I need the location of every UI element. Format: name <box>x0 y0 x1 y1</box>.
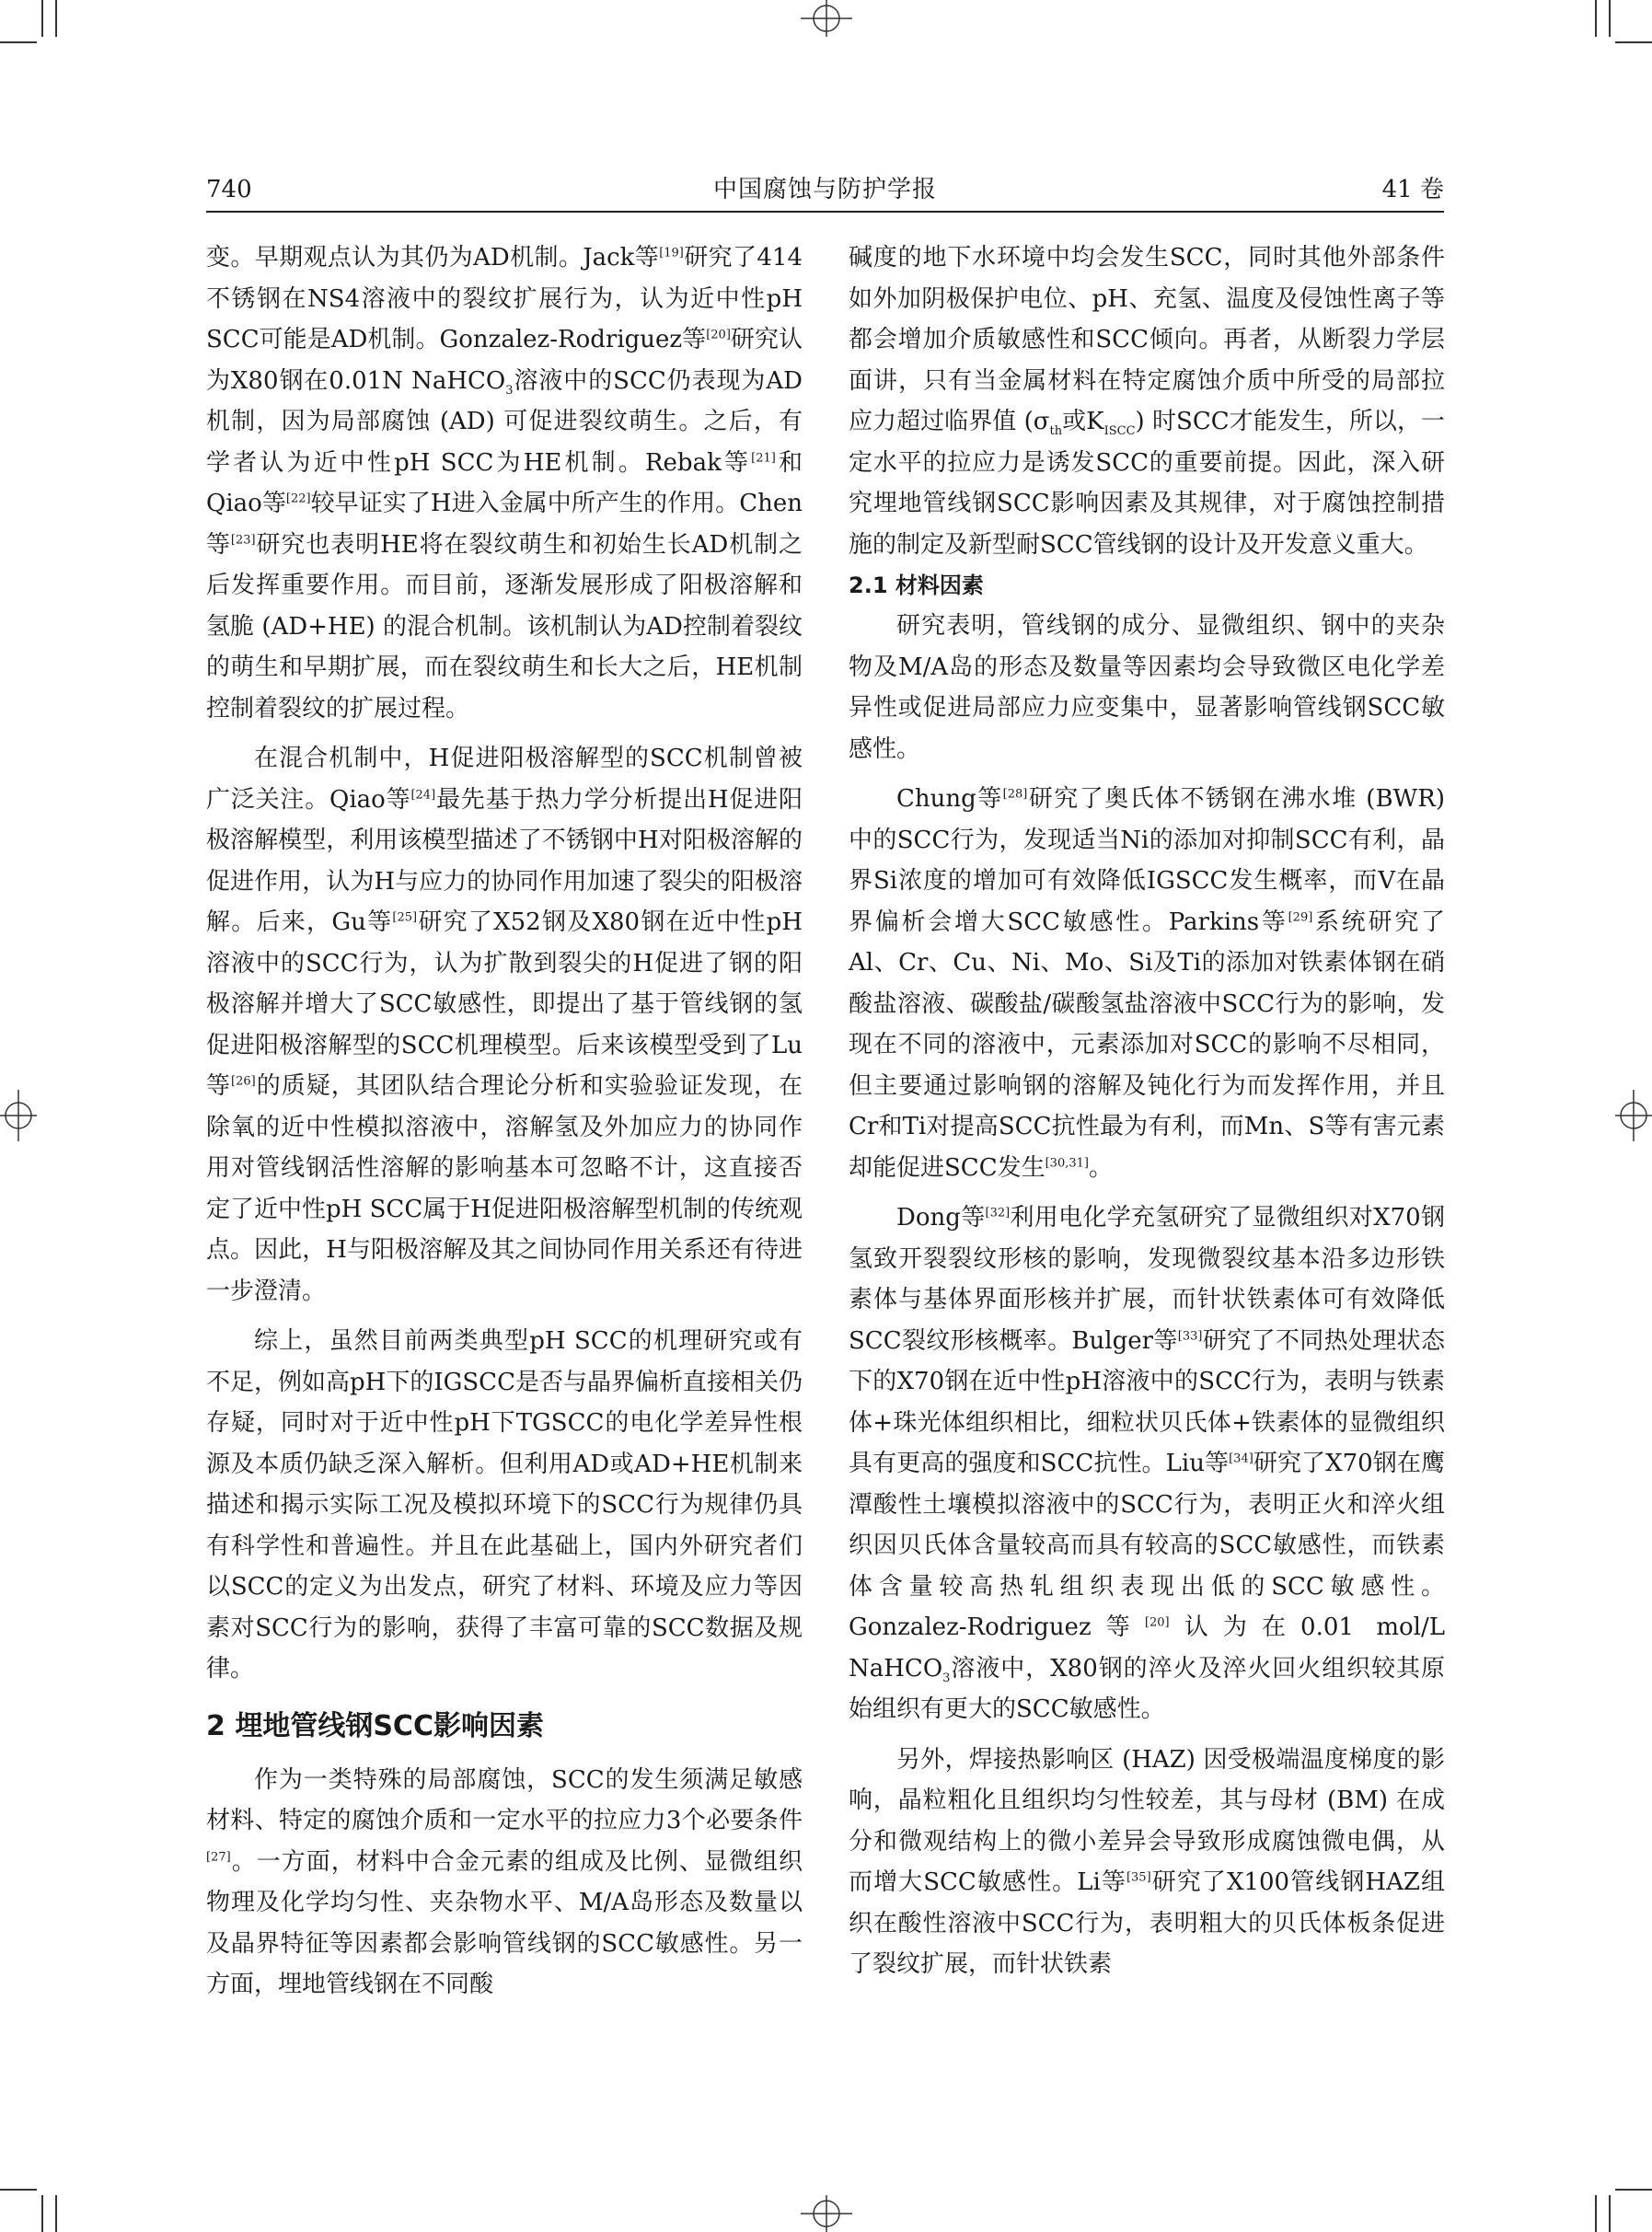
citation: [23] <box>230 532 256 547</box>
citation: [28] <box>1002 787 1028 802</box>
crop-mark-top-right-v <box>1595 0 1597 37</box>
paragraph-alloying-elements: Chung等[28]研究了奥氏体不锈钢在沸水堆 (BWR) 中的SCC行为，发现适当Ni的添加对抑制SCC有利，晶界Si浓度的增加可有效降低IGSCC发生概率，而V在晶界偏析会增大SCC敏感性。Parkins等[29]系统研究了Al、Cr、Cu、Ni、Mo、Si及Ti的添加对铁素体钢在硝酸盐溶液、碳酸盐/碳酸氢盐溶液中SCC行为的影响，发现在不同的溶液中，元素添加对SCC的影响不尽相同，但主要通过影响钢的溶解及钝化行为而发挥作用，并且Cr和Ti对提高SCC抗性最为有利，而Mn、S等有害元素却能促进SCC发生[30,31]。 <box>849 785 1445 1182</box>
section-heading: 2 埋地管线钢SCC影响因素 <box>206 1709 544 1742</box>
citation: [20] <box>706 328 731 342</box>
header-rule <box>206 211 1444 213</box>
volume-label: 41 卷 <box>1381 176 1444 203</box>
crop-mark-top-left-v <box>41 0 43 37</box>
page-number: 740 <box>206 176 252 203</box>
citation: [25] <box>392 910 418 925</box>
paragraph-material-intro: 研究表明，管线钢的成分、显微组织、钢中的夹杂物及M/A岛的形态及数量等因素均会导致微区电化学差异性或促进局部应力应变集中，显著影响管线钢SCC敏感性。 <box>849 612 1445 763</box>
citation: [19] <box>659 246 684 260</box>
citation: [33] <box>1177 1328 1203 1343</box>
paragraph-microstructure: Dong等[32]利用电化学充氢研究了显微组织对X70钢氢致开裂裂纹形核的影响，发现微裂纹基本沿多边形铁素体与基体界面形核并扩展，而针状铁素体可有效降低SCC裂纹形核概率。Bulger等[33]研究了不同热处理状态下的X70钢在近中性pH溶液中的SCC行为，表明与铁素体+珠光体组织相比，细粒状贝氏体+铁素体的显微组织具有更高的强度和SCC抗性。Liu等[34]研究了X70钢在鹰潭酸性土壤模拟溶液中的SCC行为，表明正火和淬火组织因贝氏体含量较高而具有较高的SCC敏感性，而铁素体含量较高热轧组织表现出低的SCC敏感性。Gonzalez-Rodriguez等[20]认为在0.01 mol/L NaHCO$_3$溶液中，X80钢的淬火及淬火回火组织较其原始组织有更大的SCC敏感性。 <box>849 1204 1445 1723</box>
paragraph-scc-conditions: 作为一类特殊的局部腐蚀，SCC的发生须满足敏感材料、特定的腐蚀介质和一定水平的拉应力3个必要条件[27]。一方面，材料中合金元素的组成及比例、显微组织物理及化学均匀性、夹杂物水平、M/A岛形态及数量以及晶界特征等因素都会影响管线钢的SCC敏感性。另一方面，埋地管线钢在不同酸 <box>206 1765 803 1998</box>
left-column <box>206 237 803 2006</box>
citation: [34] <box>1229 1451 1253 1466</box>
citation: [26] <box>231 1074 256 1089</box>
crop-mark-top-left-v2 <box>55 0 57 37</box>
crop-mark-bottom-right-v <box>1595 2195 1597 2232</box>
citation: [20] <box>1144 1615 1170 1630</box>
paragraph-haz: 另外，焊接热影响区 (HAZ) 因受极端温度梯度的影响，晶粒粗化且组织均匀性较差，其与母材 (BM) 在成分和微观结构上的微小差异会导致形成腐蚀微电偶，从而增大SCC敏感性。Li等[35]研究了X100管线钢HAZ组织在酸性溶液中SCC行为，表明粗大的贝氏体板条促进了裂纹扩展，而针状铁素 <box>849 1745 1445 1978</box>
crop-mark-top-right-v2 <box>1609 0 1611 37</box>
crop-mark-bottom-left-h <box>0 2189 37 2191</box>
right-column <box>849 237 1445 1985</box>
registration-mark-bottom <box>801 2195 852 2232</box>
citation: [24] <box>410 787 436 802</box>
paragraph-mechanism-history: 变。早期观点认为其仍为AD机制。Jack等[19]研究了414不锈钢在NS4溶液中的裂纹扩展行为，认为近中性pH SCC可能是AD机制。Gonzalez-Rodriguez等[20]研究认为X80钢在0.01N NaHCO$_3$溶液中的SCC仍表现为AD机制，因为局部腐蚀 (AD) 可促进裂纹萌生。之后，有学者认为近中性pH SCC为HE机制。Rebak等[21]和Qiao等[22]较早证实了H进入金属中所产生的作用。Chen等[23]研究也表明HE将在裂纹萌生和初始生长AD机制之后发挥重要作用。而目前，逐渐发展形成了阳极溶解和氢脆 (AD+HE) 的混合机制。该机制认为AD控制着裂纹的萌生和早期扩展，而在裂纹萌生和长大之后，HE机制控制着裂纹的扩展过程。 <box>206 244 803 723</box>
registration-mark-top <box>801 0 852 37</box>
citation: [21] <box>751 450 776 465</box>
crop-mark-bottom-left-v <box>41 2195 43 2232</box>
crop-mark-bottom-left-v2 <box>55 2195 57 2232</box>
crop-mark-bottom-right-h <box>1615 2189 1652 2191</box>
registration-mark-left <box>0 1090 37 1141</box>
running-header <box>206 171 1444 208</box>
crop-mark-top-right-h <box>1615 41 1652 43</box>
paragraph-hybrid-mechanism: 在混合机制中，H促进阳极溶解型的SCC机制曾被广泛关注。Qiao等[24]最先基于热力学分析提出H促进阳极溶解模型，利用该模型描述了不锈钢中H对阳极溶解的促进作用，认为H与应力的协同作用加速了裂尖的阳极溶解。后来，Gu等[25]研究了X52钢及X80钢在近中性pH溶液中的SCC行为，认为扩散到裂尖的H促进了钢的阳极溶解并增大了SCC敏感性，即提出了基于管线钢的氢促进阳极溶解型的SCC机理模型。后来该模型受到了Lu等[26]的质疑，其团队结合理论分析和实验验证发现，在除氧的近中性模拟溶液中，溶解氢及外加应力的协同作用对管线钢活性溶解的影响基本可忽略不计，这直接否定了近中性pH SCC属于H促进阳极溶解型机制的传统观点。因此，H与阳极溶解及其之间协同作用关系还有待进一步澄清。 <box>206 745 803 1305</box>
citation: [35] <box>1126 1870 1151 1885</box>
paragraph-summary: 综上，虽然目前两类典型pH SCC的机理研究或有不足，例如高pH下的IGSCC是否与晶界偏析直接相关仍存疑，同时对于近中性pH下TGSCC的电化学差异性根源及本质仍缺乏深入解析。但利用AD或AD+HE机制来描述和揭示实际工况及模拟环境下的SCC行为规律仍具有科学性和普遍性。并且在此基础上，国内外研究者们以SCC的定义为出发点，研究了材料、环境及应力等因素对SCC行为的影响，获得了丰富可靠的SCC数据及规律。 <box>206 1327 803 1683</box>
crop-mark-bottom-right-v2 <box>1609 2195 1611 2232</box>
subsection-heading: 2.1 材料因素 <box>849 572 984 598</box>
journal-title: 中国腐蚀与防护学报 <box>712 176 937 203</box>
crop-mark-top-left-h <box>0 41 37 43</box>
citation: [32] <box>985 1206 1011 1220</box>
paragraph-environment-stress: 碱度的地下水环境中均会发生SCC，同时其他外部条件如外加阴极保护电位、pH、充氢、温度及侵蚀性离子等都会增加介质敏感性和SCC倾向。再者，从断裂力学层面讲，只有当金属材料在特定腐蚀介质中所受的局部拉应力超过临界值 ($\sigma_{th}$或$K_{ISCC}$) 时SCC才能发生，所以，一定水平的拉应力是诱发SCC的重要前提。因此，深入研究埋地管线钢SCC影响因素及其规律，对于腐蚀控制措施的制定及新型耐SCC管线钢的设计及开发意义重大。 <box>849 244 1445 559</box>
citation: [22] <box>285 492 311 506</box>
citation: [29] <box>1288 909 1313 924</box>
registration-mark-right <box>1615 1090 1652 1141</box>
citation: [27] <box>206 1849 231 1864</box>
citation: [30,31] <box>1045 1155 1089 1170</box>
